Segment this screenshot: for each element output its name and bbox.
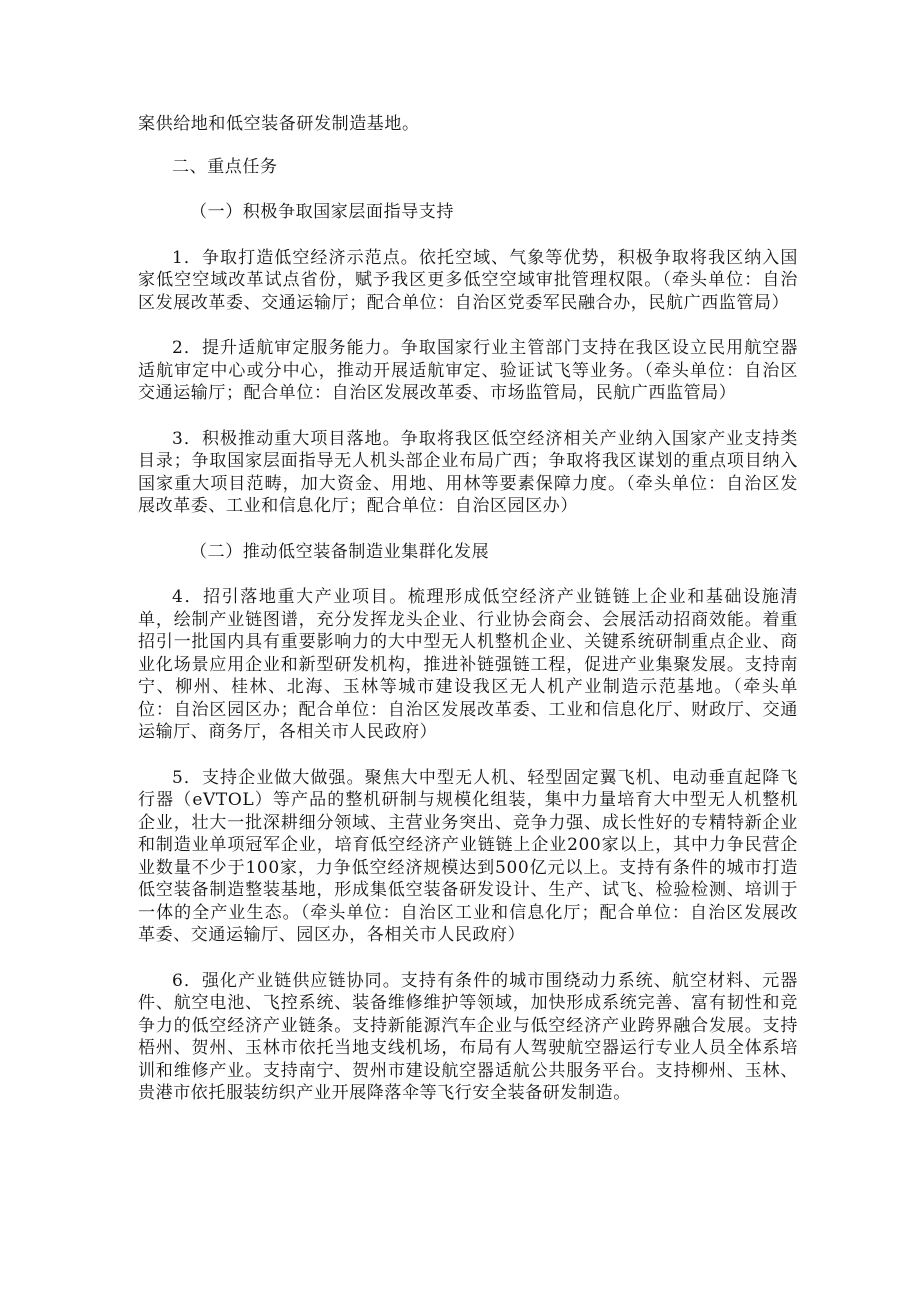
section-title: 二、重点任务: [172, 156, 278, 177]
task-item-6: 6．强化产业链供应链协同。支持有条件的城市围绕动力系统、航空材料、元器件、航空电池、飞控系统、装备维修维护等领域，加快形成系统完善、富有韧性和竞争力的低空经济产业链条。支持新能源汽车企业与低空经济产业跨界融合发展。支持梧州、贺州、玉林市依托当地支线机场，布局有人驾驶航空器运行专业人员全体系培训和维修产业。支持南宁、贺州市建设航空器适航公共服务平台。支持柳州、玉林、贵港市依托服装纺织产业开展降落伞等飞行安全装备研发制造。: [138, 970, 798, 1103]
subsection-title-2: （二）推动低空装备制造业集群化发展: [190, 541, 490, 562]
task-item-1: 1．争取打造低空经济示范点。依托空域、气象等优势，积极争取将我区纳入国家低空空域改革试点省份，赋予我区更多低空空域审批管理权限。（牵头单位：自治区发展改革委、交通运输厅；配合单位：自治区党委军民融合办，民航广西监管局）: [138, 247, 798, 313]
task-item-5: 5．支持企业做大做强。聚焦大中型无人机、轻型固定翼飞机、电动垂直起降飞行器（eVTOL）等产品的整机研制与规模化组装，集中力量培育大中型无人机整机企业，壮大一批深耕细分领域、主营业务突出、竞争力强、成长性好的专精特新企业和制造业单项冠军企业，培育低空经济产业链链上企业200家以上，其中力争民营企业数量不少于100家，力争低空经济规模达到500亿元以上。支持有条件的城市打造低空装备制造整装基地，形成集低空装备研发设计、生产、试飞、检验检测、培训于一体的全产业生态。（牵头单位：自治区工业和信息化厅；配合单位：自治区发展改革委、交通运输厅、园区办，各相关市人民政府）: [138, 767, 798, 945]
document-body: [138, 113, 798, 1105]
continuation-text: 案供给地和低空装备研发制造基地。: [138, 114, 420, 134]
subsection-title-1: （一）积极争取国家层面指导支持: [190, 202, 454, 222]
task-item-4: 4．招引落地重大产业项目。梳理形成低空经济产业链链上企业和基础设施清单，绘制产业链图谱，充分发挥龙头企业、行业协会商会、会展活动招商效能。着重招引一批国内具有重要影响力的大中型无人机整机企业、关键系统研制重点企业、商业化场景应用企业和新型研发机构，推进补链强链工程，促进产业集聚发展。支持南宁、柳州、桂林、北海、玉林等城市建设我区无人机产业制造示范基地。（牵头单位：自治区园区办；配合单位：自治区发展改革委、工业和信息化厅、财政厅、交通运输厅、商务厅，各相关市人民政府）: [138, 587, 798, 742]
task-item-2: 2．提升适航审定服务能力。争取国家行业主管部门支持在我区设立民用航空器适航审定中心或分中心，推动开展适航审定、验证试飞等业务。（牵头单位：自治区交通运输厅；配合单位：自治区发展改革委、市场监管局，民航广西监管局）: [138, 338, 798, 403]
task-item-3: 3．积极推动重大项目落地。争取将我区低空经济相关产业纳入国家产业支持类目录；争取国家层面指导无人机头部企业布局广西；争取将我区谋划的重点项目纳入国家重大项目范畴，加大资金、用地、用林等要素保障力度。（牵头单位：自治区发展改革委、工业和信息化厅；配合单位：自治区园区办）: [138, 428, 798, 516]
